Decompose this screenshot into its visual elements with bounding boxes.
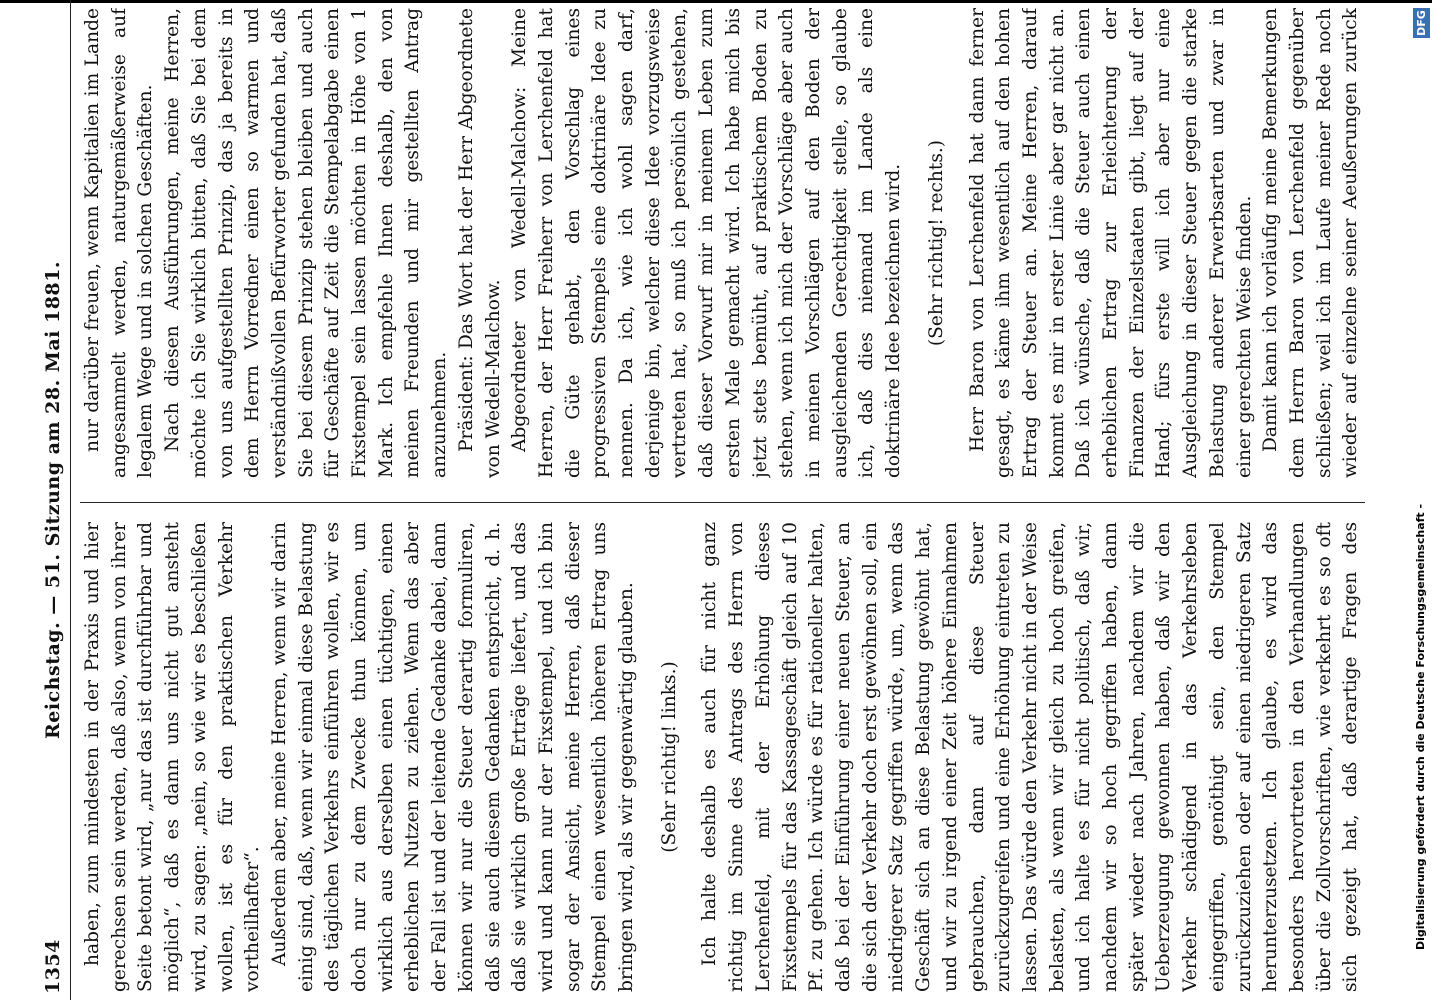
digitization-stamp	[1413, 0, 1432, 960]
page-title: Reichstag. — 51. Sitzung am 28. Mai 1881.	[42, 261, 64, 739]
text-column-right	[80, 8, 1365, 478]
paragraph: Herr Baron von Lerchenfeld hat dann ferner gesagt, es käme ihm wesentlich auf den hohen Ertrag der Steuer an. Meine Herren, darauf kommt es mir in erster Linie aber gar nicht an. Daß ich wünsche, daß die Steuer auch einen erheblichen Ertrag zur Erleichterung der Finanzen der Einzelstaaten gibt, liegt auf der Hand; fürs erste will ich aber nur eine Ausgleichung in dieser Steuer gegen die starke Belastung anderer Erwerbsarten und zwar in einer gerechten Weise finden.	[966, 8, 1255, 478]
dfg-logo: DFG	[1413, 8, 1430, 38]
paragraph: Präsident: Das Wort hat der Herr Abgeordnete von Wedell-Malchow.	[455, 8, 504, 478]
column-divider	[80, 502, 1365, 503]
paragraph: Damit kann ich vorläufig meine Bemerkungen dem Herrn Baron von Lerchenfeld gegenüber schließen; weil ich im Laufe meiner Rede noch wieder auf einzelne seiner Aeußerungen zurück	[1260, 8, 1362, 478]
header-rule	[70, 0, 71, 1000]
interjection: (Sehr richtig! links.)	[658, 661, 680, 853]
paragraph: nur darüber freuen, wenn Kapitalien im Lande angesammelt werden, naturgemäßerweise auf legalem Wege und in solchen Geschäften.	[82, 8, 157, 478]
paragraph: haben, zum mindesten in der Praxis und hier gerechsen sein werden, daß also, wenn von ihrer Seite betont wird, „nur das ist durchführbar und möglich“, daß es dann uns nicht gut ansteht wird, zu sagen: „nein, so wie wir es beschließen wollen, ist es für den praktischen Verkehr vortheilhafter“.	[82, 522, 264, 992]
page-number: 1354	[42, 939, 64, 994]
paragraph: Ich halte deshalb es auch für nicht ganz richtig im Sinne des Antrags des Herrn von Lerchenfeld, mit der Erhöhung dieses Fixstempels für das Kassageschäft gleich auf 10 Pf. zu gehen. Ich würde es für rationeller halten, daß bei der Einführung einer neuen Steuer, an die sich der Verkehr doch erst gewöhnen soll, ein niedrigerer Satz gegriffen würde, um, wenn das Geschäft sich an diese Belastung gewöhnt hat, und wir zu irgend einer Zeit höhere Einnahmen gebrauchen, dann auf diese Steuer zurückzugreifen und eine Erhöhung eintreten zu lassen. Das würde den Verkehr nicht in der Weise belasten, als wenn wir gleich zu hoch greifen, und ich halte es für nicht politisch, daß wir, nachdem wir so hoch gegriffen haben, dann später wieder nach Jahren, nachdem wir die Ueberzeugung gewonnen haben, daß wir den Verkehr schädigend in das Verkehrsleben eingegriffen, genöthigt sein, den Stempel zurückzuziehen oder auf einen niedrigeren Satz herunterzusetzen. Ich glaube, es wird das besonders hervortreten in den Verhandlungen über die Zollvorschriften, wie verkehrt es so oft sich gezeigt hat, daß derartige Fragen des	[699, 522, 1362, 992]
paragraph: Außerdem aber, meine Herren, wenn wir darin einig sind, daß, wenn wir einmal diese Belastung des täglichen Verkehrs einführen wollen, wir es doch nur zu dem Zwecke thun können, um wirklich aus derselben einen tüchtigen, einen erheblichen Nutzen zu ziehen. Wenn das aber der Fall ist und der leitende Gedanke dabei, dann können wir nur die Steuer derartig formuliren, daß sie auch diesem Gedanken entspricht, d. h. daß sie wirklich große Erträge liefert, und das wird und kann nur der Fixstempel, und ich bin sogar der Ansicht, meine Herren, daß dieser Stempel einen wesentlich höheren Ertrag uns bringen wird, als wir gegenwärtig glauben.	[268, 522, 638, 992]
text-column-left	[80, 522, 1365, 992]
running-header	[40, 0, 68, 1000]
interjection: (Sehr richtig! rechts.)	[925, 139, 947, 347]
stamp-text: Digitalisierung gefördert durch die Deutsche Forschungsgemeinschaft -	[1414, 503, 1427, 950]
paragraph: Nach diesen Ausführungen, meine Herren, möchte ich Sie wirklich bitten, daß Sie bei dem von uns aufgestellten Prinzip, das ja bereits in dem Herrn Vorredner einen so warmen und verständnißvollen Befürworter gefunden hat, daß Sie bei diesem Prinzip stehen bleiben und auch für Geschäfte auf Zeit die Stempelabgabe einen Fixstempel sein lassen möchten in Höhe von 1 Mark. Ich empfehle Ihnen deshalb, den von meinen Freunden und mir gestellten Antrag anzunehmen.	[162, 8, 451, 478]
paragraph: Abgeordneter von Wedell-Malchow: Meine Herren, der Herr Freiherr von Lerchenfeld hat die Güte gehabt, den Vorschlag eines progressiven Stempels eine doktrinäre Idee zu nennen. Da ich, wie ich wohl sagen darf, derjenige bin, welcher diese Idee vorzugsweise vertreten hat, so muß ich persönlich gestehen, daß dieser Vorwurf mir in meinem Leben zum ersten Male gemacht wird. Ich habe mich bis jetzt stets bemüht, auf praktischem Boden zu stehen, wenn ich mich der Vorschläge aber auch in meinen Vorschlägen auf den Boden der ausgleichenden Gerechtigkeit stelle, so glaube ich, daß dies niemand im Lande als eine doktrinäre Idee bezeichnen wird.	[509, 8, 905, 478]
